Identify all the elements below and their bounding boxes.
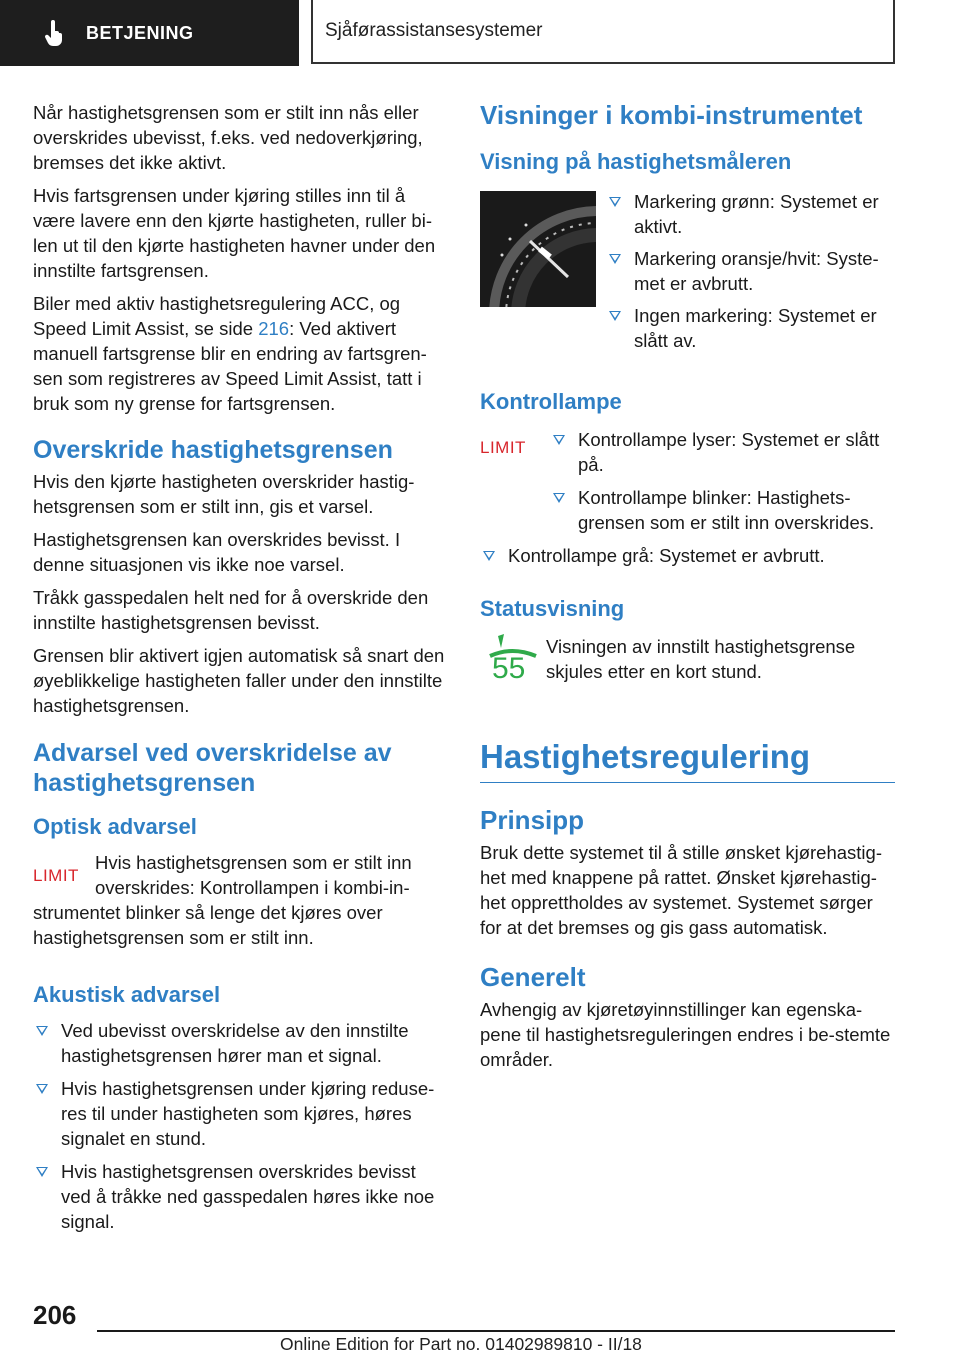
heading-kontroll: Kontrollampe [480,389,622,414]
page-link[interactable]: 216 [258,318,290,339]
section-title: BETJENING [86,22,194,43]
status-text: Visningen av innstilt hastighetsgrense skjules etter en kort stund. [546,636,856,682]
heading-visninger: Visninger i kombi-instrumentet [480,100,863,130]
heading-overskride: Overskride hastighetsgrensen [33,436,393,464]
paragraph: Grensen blir aktivert igjen automatisk så snart den øyeblikkelige hastigheten faller under den innstilte hastighetsgrensen. [33,645,445,716]
kontroll-list [550,427,895,543]
heading-optisk: Optisk advarsel [33,814,197,839]
paragraph [33,291,448,416]
list-item: Kontrollampe grå: Systemet er avbrutt. [480,543,895,568]
visning-list [606,189,895,361]
paragraph: Hvis den kjørte hastigheten overskrider hastig-hetsgrensen som er stilt inn, gis et varsel. [33,471,415,517]
kontroll-extra-list [480,543,895,568]
text: : Ved aktivert manuell fartsgrense blir en endring av fartsgren-sen som registreres av Speed Limit Assist, tatt i bruk som ny grense for fartsgrensen. [33,318,427,414]
paragraph: Bruk dette systemet til å stille ønsket kjørehastig-het med knappene på rattet. Ønsket kjørehastig-het opprettholdes av systemet. Systemet sørger for at det bremses og gis gass automatisk. [480,842,882,938]
optisk-text: Hvis hastighetsgrensen som er stilt inn overskrides: Kontrollampen i kombi-in-strumentet blinker så lenge det kjøres over hastighetsgrensen som er stilt inn. [33,852,412,948]
speedometer-image [480,191,596,307]
section-header [0,0,299,66]
kontroll-block [480,427,895,543]
paragraph: Hastighetsgrensen kan overskrides bevisst. I denne situasjonen vis ikke noe varsel. [33,529,401,575]
list-item: Hvis hastighetsgrensen under kjøring reduse-res til under hastigheten som kjøres, høres signalet en stund. [33,1076,448,1151]
limit-indicator-icon: LIMIT [33,866,79,885]
optisk-block [33,850,448,950]
list-item: Markering grønn: Systemet er aktivt. [606,189,895,239]
status-speed-number: 55 [492,652,526,685]
list-item: Kontrollampe blinker: Hastighets-grensen som er stilt inn overskrides. [550,485,895,535]
heading-advarsel: Advarsel ved overskridelse av hastighetsgrensen [33,739,392,797]
list-item: Ved ubevisst overskridelse av den innstilte hastighetsgrensen hører man et signal. [33,1018,448,1068]
chapter-header [311,0,895,64]
paragraph: Hvis fartsgrensen under kjøring stilles inn til å være lavere enn den kjørte hastigheten, ruller bi-len ut til den kjørte hastigheten havner under den innstilte fartsgrensen. [33,185,436,281]
list-item: Kontrollampe lyser: Systemet er slått på. [550,427,895,477]
left-column [33,100,448,1242]
paragraph: Tråkk gasspedalen helt ned for å overskride den innstilte hastighetsgrensen bevisst. [33,587,429,633]
heading-hastighetsregulering: Hastighetsregulering [480,738,895,783]
list-item: Markering oransje/hvit: Syste-met er avbrutt. [606,246,895,296]
heading-prinsipp: Prinsipp [480,805,585,835]
text: Biler med aktiv hastighetsregulering ACC, og Speed Limit Assist, se side [33,293,401,339]
limit-indicator-icon: LIMIT [480,438,526,457]
heading-akustisk: Akustisk advarsel [33,982,221,1007]
chapter-title: Sjåførassistansesystemer [325,20,543,41]
akustisk-list [33,1018,448,1234]
heading-status: Statusvisning [480,596,625,621]
paragraph: Avhengig av kjøretøyinnstillinger kan egenska-pene til hastighetsreguleringen endres i be-stemte områder. [480,999,891,1070]
footer-divider [97,1330,895,1332]
status-block [480,634,895,690]
right-column [480,100,895,1080]
speed-limit-status-icon [480,634,546,690]
list-item: Hvis hastighetsgrensen overskrides bevisst ved å tråkke ned gasspedalen høres ikke noe signal. [33,1159,448,1234]
paragraph: Når hastighetsgrensen som er stilt inn nås eller overskrides ubevisst, f.eks. ved nedoverkjøring, bremses det ikke aktivt. [33,102,423,173]
list-item: Ingen markering: Systemet er slått av. [606,303,895,353]
heading-generelt: Generelt [480,962,586,992]
page-number: 206 [33,1300,77,1330]
speedometer-block [480,189,895,361]
hand-pointer-icon [42,20,66,46]
heading-visning: Visning på hastighetsmåleren [480,149,792,174]
edition-text: Online Edition for Part no. 01402989810 - II/18 [280,1334,642,1354]
